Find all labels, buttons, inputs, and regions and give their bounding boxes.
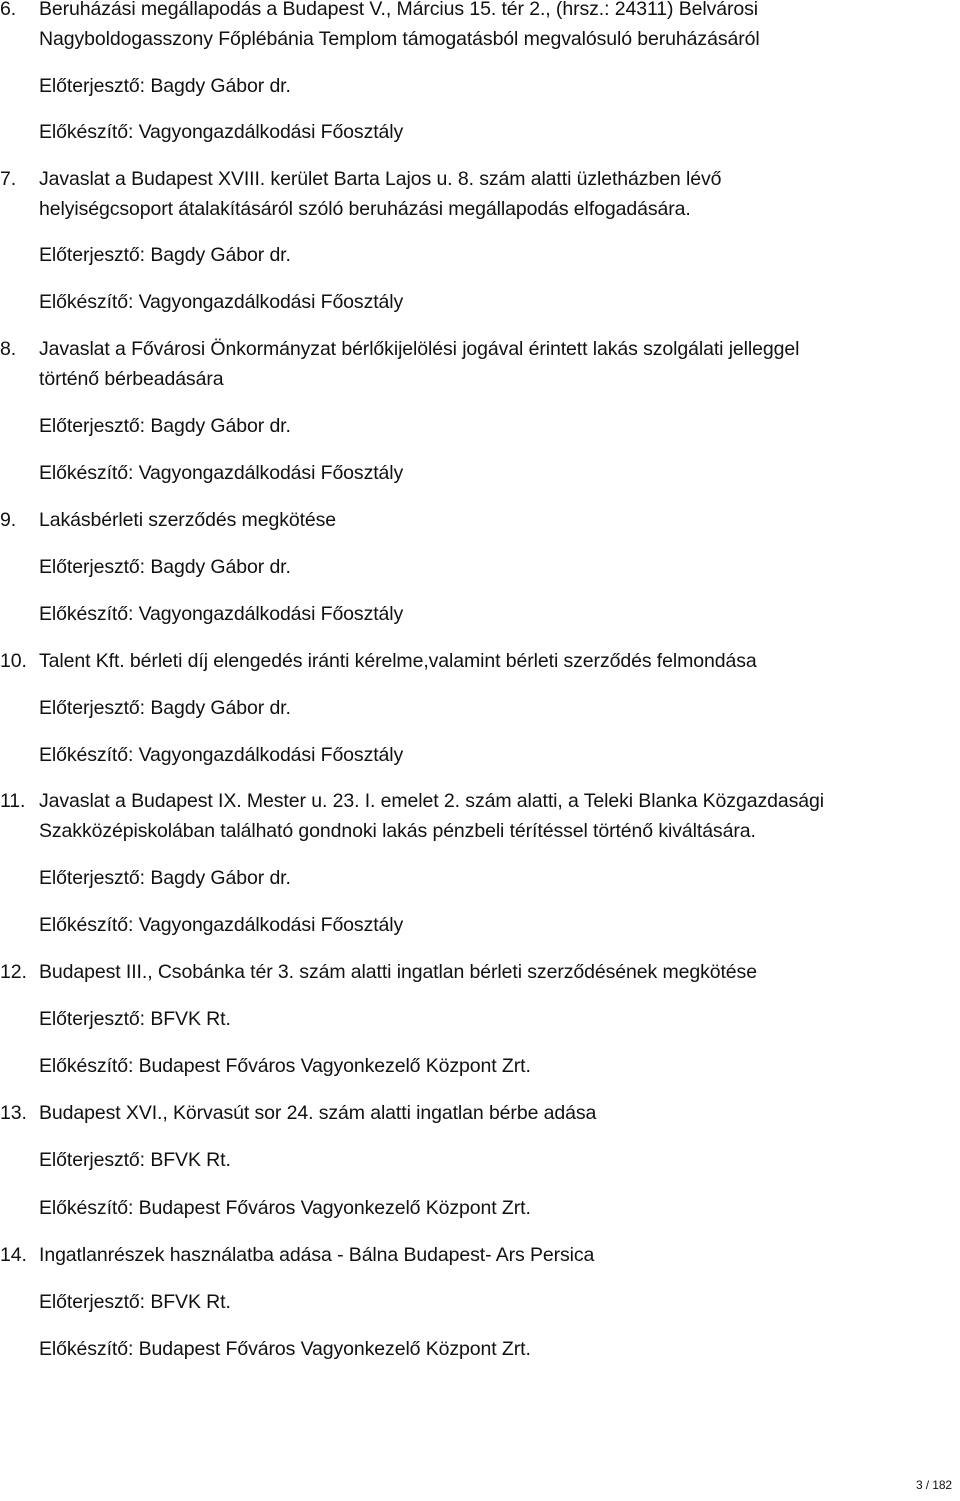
page-number: 3 / 182 [916,1478,952,1492]
agenda-item-title: Ingatlanrészek használatba adása - Bálna Budapest- Ars Persica [39,1244,595,1266]
presenter-text: Előterjesztő: BFVK Rt. [39,1008,231,1030]
preparer-text: Előkészítő: Vagyongazdálkodási Főosztály [39,291,404,313]
preparer-text: Előkészítő: Budapest Főváros Vagyonkezelő Központ Zrt. [39,1197,531,1219]
agenda-item-title: történő bérbeadására [39,368,224,390]
agenda-item-number: 13. [0,1102,27,1124]
agenda-item-number: 14. [0,1244,27,1266]
preparer-text: Előkészítő: Vagyongazdálkodási Főosztály [39,462,404,484]
agenda-item-title: Javaslat a Budapest XVIII. kerület Barta Lajos u. 8. szám alatti üzletházben lévő [39,168,722,190]
agenda-item-title: Javaslat a Budapest IX. Mester u. 23. I. emelet 2. szám alatti, a Teleki Blanka Közgazdasági [39,790,824,812]
agenda-item-title: Budapest XVI., Körvasút sor 24. szám alatti ingatlan bérbe adása [39,1102,597,1124]
agenda-item-title: Lakásbérleti szerződés megkötése [39,509,337,531]
presenter-text: Előterjesztő: Bagdy Gábor dr. [39,697,291,719]
agenda-item-number: 8. [0,338,17,360]
presenter-text: Előterjesztő: Bagdy Gábor dr. [39,244,291,266]
presenter-text: Előterjesztő: BFVK Rt. [39,1149,231,1171]
agenda-item-number: 12. [0,961,27,983]
presenter-text: Előterjesztő: Bagdy Gábor dr. [39,415,291,437]
agenda-item-title: Beruházási megállapodás a Budapest V., Március 15. tér 2., (hrsz.: 24311) Belvárosi [39,0,759,20]
preparer-text: Előkészítő: Vagyongazdálkodási Főosztály [39,121,404,143]
agenda-item-number: 6. [0,0,17,20]
agenda-item-title: Talent Kft. bérleti díj elengedés iránti kérelme,valamint bérleti szerződés felmondása [39,650,757,672]
agenda-item-title: Javaslat a Fővárosi Önkormányzat bérlőkijelölési jogával érintett lakás szolgálati jelleggel [39,338,800,360]
agenda-item-title: helyiségcsoport átalakításáról szóló beruházási megállapodás elfogadására. [39,198,691,220]
agenda-item-number: 9. [0,509,17,531]
preparer-text: Előkészítő: Budapest Főváros Vagyonkezelő Központ Zrt. [39,1338,531,1360]
agenda-item-number: 7. [0,168,17,190]
preparer-text: Előkészítő: Vagyongazdálkodási Főosztály [39,603,404,625]
presenter-text: Előterjesztő: Bagdy Gábor dr. [39,75,291,97]
agenda-item-title: Budapest III., Csobánka tér 3. szám alatti ingatlan bérleti szerződésének megkötése [39,961,757,983]
presenter-text: Előterjesztő: Bagdy Gábor dr. [39,867,291,889]
preparer-text: Előkészítő: Vagyongazdálkodási Főosztály [39,744,404,766]
agenda-item-title: Nagyboldogasszony Főplébánia Templom támogatásból megvalósuló beruházásáról [39,28,760,50]
agenda-item-number: 11. [0,790,26,812]
agenda-item-title: Szakközépiskolában található gondnoki lakás pénzbeli térítéssel történő kiváltására. [39,820,756,842]
agenda-item-number: 10. [0,650,27,672]
preparer-text: Előkészítő: Vagyongazdálkodási Főosztály [39,914,404,936]
presenter-text: Előterjesztő: BFVK Rt. [39,1291,231,1313]
preparer-text: Előkészítő: Budapest Főváros Vagyonkezelő Központ Zrt. [39,1055,531,1077]
presenter-text: Előterjesztő: Bagdy Gábor dr. [39,556,291,578]
